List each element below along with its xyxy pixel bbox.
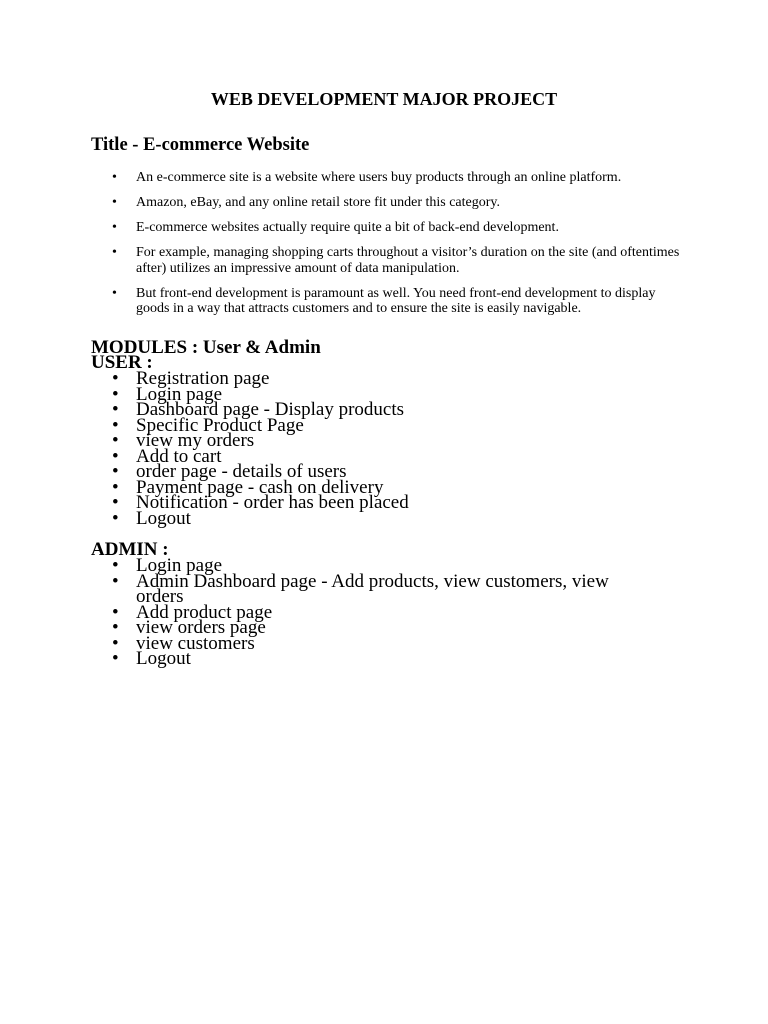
modules-heading: MODULES : User & Admin (91, 337, 321, 358)
document-heading: WEB DEVELOPMENT MAJOR PROJECT (210, 89, 558, 109)
list-item (91, 220, 691, 236)
admin-heading: ADMIN : (91, 539, 169, 560)
list-item-text: Logout (136, 648, 191, 669)
bullet-icon: • (112, 170, 117, 185)
list-item-text: Login page (136, 383, 223, 405)
bullet-icon: • (112, 383, 119, 405)
intro-list (91, 170, 691, 326)
bullet-icon: • (112, 245, 117, 260)
list-item-text: Payment page - cash on delivery (136, 476, 384, 498)
bullet-icon: • (112, 507, 119, 529)
list-item-text: view orders page (136, 617, 266, 638)
bullet-icon: • (112, 555, 119, 576)
list-item-text: Specific Product Page (136, 414, 304, 436)
bullet-icon: • (112, 285, 117, 301)
list-item-text: E-commerce websites actually require quite a bit of back-end development. (136, 220, 559, 235)
bullet-icon: • (112, 430, 119, 451)
list-item (91, 507, 661, 529)
list-item-text: For example, managing shopping carts throughout a visitor’s duration on the site (and oftentimes after) utilizes an impressive amount of data manipulation. (136, 245, 680, 276)
bullet-icon: • (112, 461, 119, 482)
bullet-icon: • (112, 445, 119, 467)
bullet-icon: • (112, 632, 119, 654)
bullet-icon: • (112, 648, 119, 669)
bullet-icon: • (112, 414, 119, 436)
user-module-list (91, 368, 661, 529)
list-item-text: Notification - order has been placed (136, 492, 409, 513)
bullet-icon: • (112, 220, 117, 235)
bullet-icon: • (112, 195, 117, 210)
project-title: Title - E-commerce Website (91, 135, 310, 155)
bullet-icon: • (112, 399, 119, 420)
admin-module-list (91, 555, 661, 669)
list-item (91, 648, 661, 669)
list-item-text: view my orders (136, 430, 255, 451)
list-item (91, 286, 691, 317)
list-item-text: But front-end development is paramount as well. You need front-end development to display goods in a way that attracts customers and to ensure the site is easily navigable. (136, 285, 656, 316)
bullet-icon: • (112, 570, 119, 592)
bullet-icon: • (112, 601, 119, 623)
list-item-text: Admin Dashboard page - Add products, view customers, view orders (136, 570, 609, 607)
list-item-text: Logout (136, 507, 191, 529)
list-item-text: Add product page (136, 601, 273, 623)
bullet-icon: • (112, 617, 119, 638)
list-item (91, 195, 691, 211)
list-item (91, 245, 691, 276)
list-item-text: Add to cart (136, 445, 222, 467)
list-item (91, 170, 691, 186)
list-item-text: Login page (136, 555, 223, 576)
list-item-text: view customers (136, 632, 255, 654)
list-item-text: Amazon, eBay, and any online retail store fit under this category. (136, 195, 501, 210)
bullet-icon: • (112, 492, 119, 513)
list-item-text: Registration page (136, 368, 270, 389)
list-item (91, 570, 661, 607)
list-item-text: An e-commerce site is a website where users buy products through an online platform. (136, 170, 622, 185)
list-item-text: Dashboard page - Display products (136, 399, 405, 420)
user-heading: USER : (91, 352, 153, 373)
bullet-icon: • (112, 476, 119, 498)
bullet-icon: • (112, 368, 119, 389)
list-item-text: order page - details of users (136, 461, 347, 482)
